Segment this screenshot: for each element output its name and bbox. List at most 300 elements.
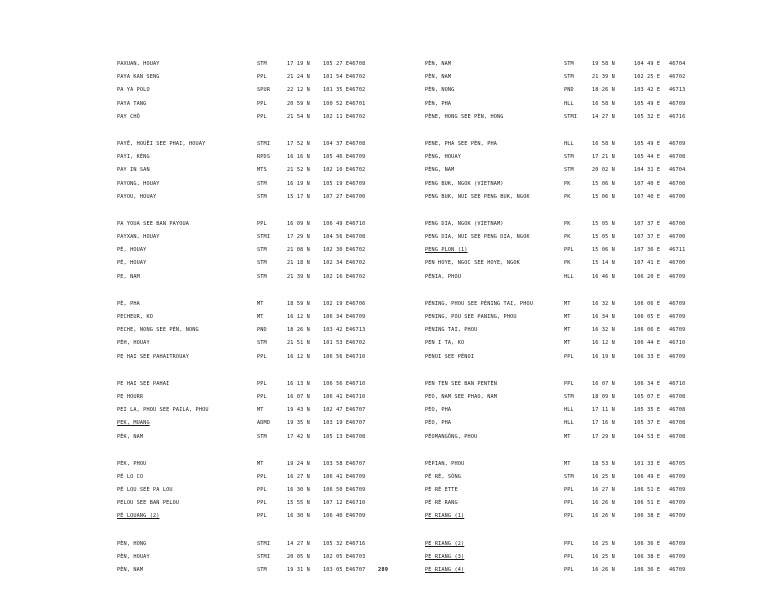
feature-code: STMI <box>257 234 271 241</box>
map-sheet: 46704 <box>669 167 686 174</box>
longitude: 105 49 E <box>634 140 661 147</box>
feature-code: PPL <box>257 113 267 120</box>
place-name: PE RIANG (4) <box>425 567 465 573</box>
map-sheet: 46708 <box>669 433 686 440</box>
longitude: 103 58 E <box>323 460 350 467</box>
latitude: 19 43 N <box>287 407 310 414</box>
gazetteer-row <box>117 474 367 487</box>
feature-code: PPL <box>564 553 574 560</box>
feature-code: MT <box>564 300 571 307</box>
latitude: 17 16 N <box>592 420 615 427</box>
gazetteer-row <box>425 101 690 114</box>
feature-code: STM <box>257 247 267 254</box>
longitude: 106 20 E <box>634 273 661 280</box>
longitude: 103 42 E <box>323 327 350 334</box>
place-name: PÉ, HOUAY <box>117 247 147 254</box>
gazetteer-row <box>425 141 690 154</box>
place-name: PÈH, HOUAY <box>117 340 150 347</box>
longitude: 107 37 E <box>634 220 661 227</box>
feature-code: STM <box>257 260 267 267</box>
longitude: 105 07 E <box>634 393 661 400</box>
feature-code: PND <box>257 327 267 334</box>
feature-code: MT <box>564 340 571 347</box>
gazetteer-row <box>425 194 690 207</box>
longitude: 106 51 E <box>634 500 661 507</box>
longitude: 106 49 E <box>323 220 350 227</box>
longitude: 105 19 E <box>323 180 350 187</box>
entry-group <box>117 461 367 527</box>
feature-code: PPL <box>257 473 267 480</box>
longitude: 102 05 E <box>323 553 350 560</box>
feature-code: PK <box>564 180 571 187</box>
map-sheet: 46709 <box>669 140 686 147</box>
latitude: 21 18 N <box>287 260 310 267</box>
latitude: 16 25 N <box>592 473 615 480</box>
map-sheet: 46705 <box>669 460 686 467</box>
place-name: PÉOMANGÔNG, PHOU <box>425 433 478 440</box>
gazetteer-row <box>117 434 367 447</box>
entry-group <box>425 541 690 581</box>
feature-code: STM <box>257 193 267 200</box>
gazetteer-row <box>117 154 367 167</box>
latitude: 19 35 N <box>287 420 310 427</box>
place-name: PENING, POU SEE PANING, PHOU <box>425 314 517 320</box>
longitude: 106 41 E <box>323 473 350 480</box>
latitude: 20 02 N <box>592 167 615 174</box>
map-sheet: 46708 <box>349 234 366 241</box>
longitude: 105 13 E <box>323 433 350 440</box>
latitude: 21 39 N <box>592 74 615 81</box>
map-sheet: 46702 <box>669 74 686 81</box>
longitude: 106 41 E <box>323 393 350 400</box>
gazetteer-row <box>117 461 367 474</box>
latitude: 18 26 N <box>287 327 310 334</box>
map-sheet: 46700 <box>669 234 686 241</box>
longitude: 104 53 E <box>634 433 661 440</box>
gazetteer-row <box>117 314 367 327</box>
place-name: PÉ RÉ ETTE <box>425 487 458 494</box>
feature-code: PPL <box>564 353 574 360</box>
map-sheet: 46709 <box>349 314 366 320</box>
place-name: PA YA POLO <box>117 87 150 94</box>
place-name: PÉ LOUANG (2) <box>117 513 160 520</box>
gazetteer-row <box>425 461 690 474</box>
place-name: PENG PLON (1) <box>425 247 468 254</box>
gazetteer-row <box>425 500 690 513</box>
map-sheet: 46702 <box>349 247 366 254</box>
map-sheet: 46708 <box>349 433 366 440</box>
place-name: PAYOU, HOUAY <box>117 193 157 200</box>
place-name: PÈN, NAM <box>425 61 452 67</box>
gazetteer-row <box>117 340 367 353</box>
feature-code: PPL <box>564 500 574 507</box>
place-name: PE HAI SEE PAHAITROUAY <box>117 353 190 360</box>
longitude: 105 32 E <box>323 540 350 547</box>
map-sheet: 46710 <box>669 340 686 347</box>
longitude: 101 53 E <box>323 340 350 347</box>
gazetteer-row <box>117 301 367 314</box>
map-sheet: 46711 <box>669 247 686 254</box>
gazetteer-row <box>117 87 367 100</box>
latitude: 16 27 N <box>592 487 615 494</box>
place-name: PE RIANG (2) <box>425 540 465 547</box>
feature-code: STMI <box>257 140 271 147</box>
longitude: 106 38 E <box>634 513 661 520</box>
map-sheet: 46708 <box>349 140 366 147</box>
gazetteer-row <box>425 434 690 447</box>
gazetteer-row <box>425 354 690 367</box>
feature-code: PK <box>564 220 571 227</box>
latitude: 16 34 N <box>592 314 615 320</box>
gazetteer-row <box>117 167 367 180</box>
place-name: PÈNE, HONG SEE PÈN, HONG <box>425 113 504 120</box>
feature-code: PPL <box>257 220 267 227</box>
gazetteer-row <box>117 247 367 260</box>
place-name: PENG DIA, NGOK (VIETNAM) <box>425 220 504 227</box>
latitude: 16 26 N <box>592 500 615 507</box>
map-sheet: 46710 <box>349 500 366 507</box>
latitude: 16 07 N <box>287 393 310 400</box>
longitude: 107 27 E <box>323 193 350 200</box>
map-sheet: 46716 <box>349 540 366 547</box>
longitude: 105 37 E <box>634 420 661 427</box>
place-name: PENOI SEE PÉNOI <box>425 353 475 360</box>
place-name: PELOU SEE BAN PELOU <box>117 500 180 507</box>
place-name: PEN TEN SEE BAN PENTÈN <box>425 380 498 387</box>
entry-group <box>425 61 690 127</box>
map-sheet: 46709 <box>349 154 366 161</box>
gazetteer-row <box>117 61 367 74</box>
latitude: 16 46 N <box>592 273 615 280</box>
longitude: 105 32 E <box>634 113 661 120</box>
map-sheet: 46707 <box>349 420 366 427</box>
place-name: PÈK, NAM <box>117 433 144 440</box>
longitude: 104 56 E <box>323 234 350 241</box>
latitude: 16 19 N <box>592 353 615 360</box>
place-name: PE, NAM <box>117 273 140 280</box>
map-sheet: 46716 <box>669 113 686 120</box>
gazetteer-row <box>117 260 367 273</box>
longitude: 106 34 E <box>323 314 350 320</box>
map-sheet: 46709 <box>349 513 366 520</box>
feature-code: STM <box>257 340 267 347</box>
latitude: 21 08 N <box>287 247 310 254</box>
latitude: 16 16 N <box>287 154 310 161</box>
longitude: 107 12 E <box>323 500 350 507</box>
latitude: 21 39 N <box>287 273 310 280</box>
place-name: PECHE, NONG SEE PÈN, NONG <box>117 327 199 334</box>
feature-code: MT <box>564 327 571 334</box>
feature-code: HLL <box>564 407 574 414</box>
map-sheet: 46710 <box>349 393 366 400</box>
place-name: PÈN, NAM <box>117 567 144 573</box>
longitude: 102 11 E <box>323 113 350 120</box>
place-name: PENG BUK, NUI SEE PENG BUK, NGOK <box>425 193 530 200</box>
feature-code: MT <box>564 433 571 440</box>
gazetteer-row <box>425 114 690 127</box>
latitude: 16 25 N <box>592 540 615 547</box>
latitude: 21 54 N <box>287 113 310 120</box>
longitude: 106 33 E <box>634 353 661 360</box>
latitude: 15 05 N <box>592 234 615 241</box>
feature-code: PPL <box>564 247 574 254</box>
place-name: PAYA KAN SENG <box>117 74 160 81</box>
map-sheet: 46708 <box>669 420 686 427</box>
map-sheet: 46709 <box>669 353 686 360</box>
longitude: 102 47 E <box>323 407 350 414</box>
place-name: PÉO, PHA <box>425 420 452 427</box>
longitude: 107 40 E <box>634 193 661 200</box>
latitude: 15 14 N <box>592 260 615 267</box>
place-name: PA YOUA SEE BAN PAYOUA <box>117 220 190 227</box>
place-name: PE RIANG (3) <box>425 553 465 560</box>
gazetteer-row <box>117 234 367 247</box>
map-sheet: 46708 <box>669 407 686 414</box>
place-name: PÈK, PHOU <box>117 460 147 467</box>
gazetteer-row <box>425 381 690 394</box>
latitude: 15 06 N <box>592 247 615 254</box>
right-column <box>425 61 690 594</box>
longitude: 106 06 E <box>634 327 661 334</box>
longitude: 107 36 E <box>634 247 661 254</box>
longitude: 101 35 E <box>323 87 350 94</box>
latitude: 18 53 N <box>592 460 615 467</box>
longitude: 101 33 E <box>634 460 661 467</box>
longitude: 101 54 E <box>323 74 350 81</box>
longitude: 106 56 E <box>323 380 350 387</box>
feature-code: MTS <box>257 167 267 174</box>
feature-code: STM <box>257 180 267 187</box>
latitude: 16 58 N <box>592 140 615 147</box>
map-sheet: 46700 <box>669 193 686 200</box>
map-sheet: 46700 <box>669 220 686 227</box>
latitude: 16 12 N <box>287 314 310 320</box>
gazetteer-row <box>117 221 367 234</box>
longitude: 102 30 E <box>323 247 350 254</box>
gazetteer-row <box>425 327 690 340</box>
map-sheet: 46709 <box>669 473 686 480</box>
longitude: 106 56 E <box>323 353 350 360</box>
place-name: PÈPIAN, PHOU <box>425 460 465 467</box>
latitude: 16 09 N <box>287 220 310 227</box>
gazetteer-row <box>117 541 367 554</box>
map-sheet: 46709 <box>669 553 686 560</box>
latitude: 16 25 N <box>592 553 615 560</box>
gazetteer-row <box>425 567 690 580</box>
feature-code: HLL <box>564 420 574 427</box>
entry-group <box>117 381 367 447</box>
map-sheet: 46710 <box>669 380 686 387</box>
map-sheet: 46709 <box>669 500 686 507</box>
place-name: PÈNG, HOUAY <box>425 154 462 161</box>
longitude: 106 06 E <box>634 300 661 307</box>
place-name: PEI LA, PHOU SEE PAILA, PHOU <box>117 407 209 414</box>
latitude: 22 12 N <box>287 87 310 94</box>
map-sheet: 46700 <box>669 180 686 187</box>
latitude: 20 05 N <box>287 553 310 560</box>
place-name: PE HOURR <box>117 393 144 400</box>
feature-code: MT <box>257 460 264 467</box>
gazetteer-row <box>425 167 690 180</box>
map-sheet: 46702 <box>349 260 366 267</box>
feature-code: STM <box>564 154 574 161</box>
place-name: PENG DIA, NUI SEE PENG DIA, NGOK <box>425 234 530 241</box>
feature-code: PPL <box>564 487 574 494</box>
latitude: 15 17 N <box>287 193 310 200</box>
feature-code: PPL <box>564 567 574 573</box>
gazetteer-row <box>425 87 690 100</box>
feature-code: PPL <box>564 540 574 547</box>
map-sheet: 46709 <box>669 273 686 280</box>
feature-code: RPDS <box>257 154 271 161</box>
latitude: 16 26 N <box>592 513 615 520</box>
feature-code: PPL <box>257 393 267 400</box>
latitude: 17 19 N <box>287 61 310 67</box>
map-sheet: 46700 <box>349 193 366 200</box>
gazetteer-row <box>117 487 367 500</box>
map-sheet: 46709 <box>669 513 686 520</box>
longitude: 106 50 E <box>323 487 350 494</box>
place-name: PÈN, NONG <box>425 87 455 94</box>
latitude: 16 19 N <box>287 180 310 187</box>
map-sheet: 46709 <box>669 300 686 307</box>
map-sheet: 46706 <box>349 300 366 307</box>
map-sheet: 46710 <box>349 380 366 387</box>
map-sheet: 46710 <box>349 220 366 227</box>
latitude: 16 13 N <box>287 380 310 387</box>
latitude: 16 30 N <box>287 487 310 494</box>
gazetteer-row <box>117 327 367 340</box>
latitude: 21 24 N <box>287 74 310 81</box>
map-sheet: 46702 <box>349 273 366 280</box>
latitude: 14 27 N <box>287 540 310 547</box>
map-sheet: 46713 <box>669 87 686 94</box>
entry-group <box>425 221 690 287</box>
map-sheet: 46709 <box>349 180 366 187</box>
map-sheet: 46704 <box>669 61 686 67</box>
gazetteer-row <box>425 340 690 353</box>
feature-code: PPL <box>257 100 267 107</box>
longitude: 104 49 E <box>634 61 661 67</box>
gazetteer-row <box>425 154 690 167</box>
feature-code: STM <box>257 567 267 573</box>
map-sheet: 46709 <box>669 100 686 107</box>
feature-code: STM <box>257 61 267 67</box>
feature-code: STMI <box>257 540 271 547</box>
longitude: 105 49 E <box>634 100 661 107</box>
gazetteer-row <box>117 500 367 513</box>
place-name: PAYXAN, HOUAY <box>117 234 160 241</box>
latitude: 16 27 N <box>287 473 310 480</box>
map-sheet: 46710 <box>349 353 366 360</box>
longitude: 103 05 E <box>323 567 350 573</box>
place-name: PÈ, PHA <box>117 300 140 307</box>
longitude: 106 49 E <box>634 473 661 480</box>
latitude: 15 55 N <box>287 500 310 507</box>
map-sheet: 46708 <box>669 154 686 161</box>
place-name: PAYA TANG <box>117 100 147 107</box>
feature-code: PK <box>564 193 571 200</box>
longitude: 106 05 E <box>634 314 661 320</box>
latitude: 16 12 N <box>287 353 310 360</box>
longitude: 105 27 E <box>323 61 350 67</box>
gazetteer-row <box>117 141 367 154</box>
gazetteer-row <box>425 181 690 194</box>
map-sheet: 46709 <box>669 540 686 547</box>
place-name: PÉNIA, PHOU <box>425 273 462 280</box>
feature-code: STMI <box>257 553 271 560</box>
latitude: 17 21 N <box>592 154 615 161</box>
place-name: PÈN, PHA <box>425 100 452 107</box>
latitude: 16 32 N <box>592 300 615 307</box>
place-name: PE HAI SEE PAHAI <box>117 380 170 387</box>
gazetteer-row <box>117 513 367 526</box>
place-name: PECHEUR, KO <box>117 314 154 320</box>
map-sheet: 46713 <box>349 327 366 334</box>
place-name: PENG BUK, NGOK (VIETNAM) <box>425 180 504 187</box>
entry-group <box>117 221 367 287</box>
map-sheet: 46701 <box>349 100 366 107</box>
place-name: PÈN, NAM <box>425 74 452 81</box>
longitude: 104 31 E <box>634 167 661 174</box>
feature-code: PK <box>564 234 571 241</box>
map-sheet: 46702 <box>349 113 366 120</box>
latitude: 19 24 N <box>287 460 310 467</box>
map-sheet: 46707 <box>349 460 366 467</box>
map-sheet: 46709 <box>349 473 366 480</box>
gazetteer-row <box>425 394 690 407</box>
feature-code: PPL <box>257 513 267 520</box>
feature-code: MT <box>257 407 264 414</box>
feature-code: PND <box>564 87 574 94</box>
gazetteer-row <box>117 554 367 567</box>
gazetteer-row <box>425 61 690 74</box>
page-number: 289 <box>378 567 389 573</box>
latitude: 16 30 N <box>287 513 310 520</box>
entry-group <box>117 141 367 207</box>
longitude: 106 40 E <box>323 513 350 520</box>
entry-group <box>425 141 690 207</box>
feature-code: HLL <box>564 100 574 107</box>
feature-code: STM <box>257 433 267 440</box>
latitude: 15 06 N <box>592 193 615 200</box>
latitude: 16 32 N <box>592 327 615 334</box>
longitude: 105 35 E <box>634 407 661 414</box>
place-name: PAY CHÔ <box>117 113 140 120</box>
feature-code: STM <box>564 393 574 400</box>
feature-code: ADMD <box>257 420 271 427</box>
map-sheet: 46702 <box>349 167 366 174</box>
longitude: 106 36 E <box>634 540 661 547</box>
latitude: 17 11 N <box>592 407 615 414</box>
longitude: 102 34 E <box>323 260 350 267</box>
latitude: 17 52 N <box>287 140 310 147</box>
feature-code: STM <box>564 167 574 174</box>
latitude: 17 29 N <box>592 433 615 440</box>
entry-group <box>425 301 690 367</box>
place-name: PÉ LOU SEE PA LOU <box>117 487 173 494</box>
gazetteer-row <box>425 301 690 314</box>
map-sheet: 46703 <box>349 553 366 560</box>
gazetteer-row <box>117 114 367 127</box>
feature-code: STM <box>257 273 267 280</box>
feature-code: PK <box>564 260 571 267</box>
map-sheet: 46702 <box>349 87 366 94</box>
place-name: PÉO, PHA <box>425 407 452 414</box>
map-sheet: 46709 <box>669 567 686 573</box>
feature-code: STMI <box>564 113 578 120</box>
feature-code: STM <box>564 61 574 67</box>
